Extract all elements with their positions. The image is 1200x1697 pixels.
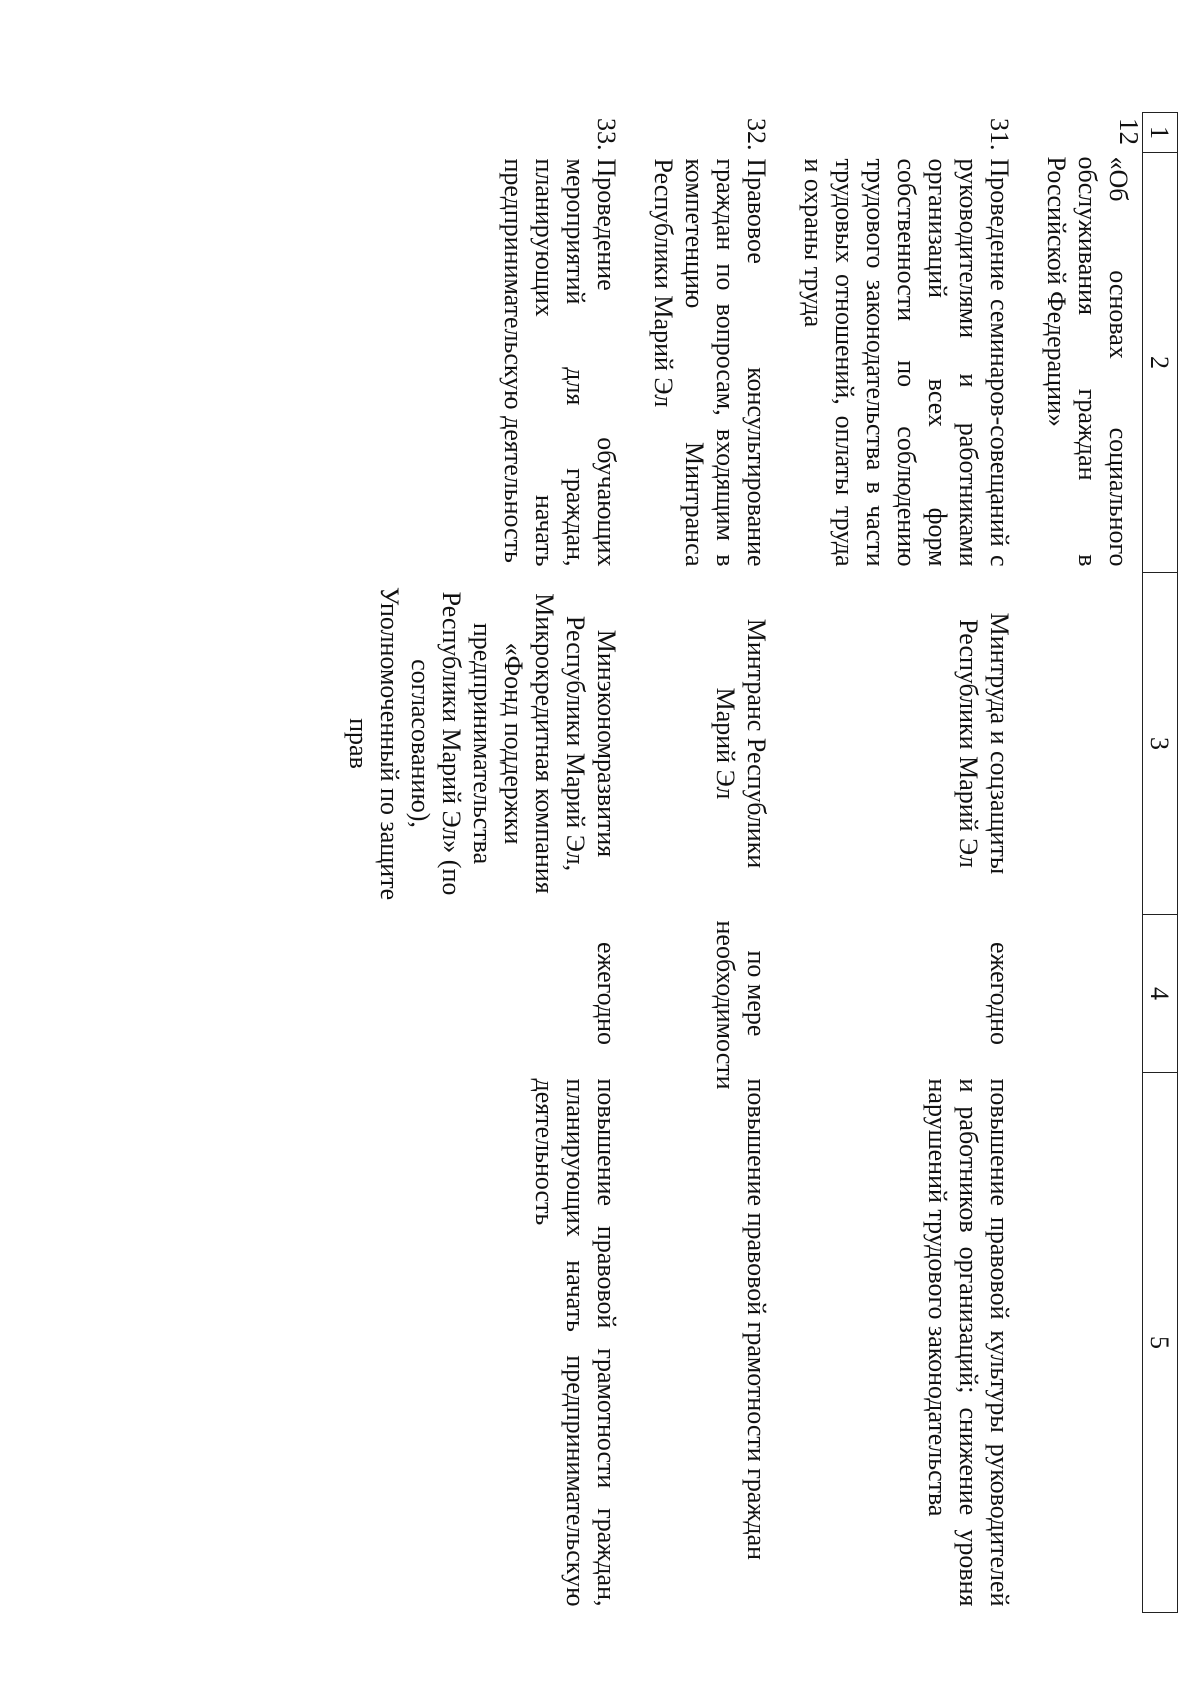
header-cell-2: 2 — [1143, 153, 1178, 573]
table-row — [798, 113, 1041, 1613]
header-cell-3: 3 — [1143, 573, 1178, 915]
rotated-document — [198, 112, 1178, 1612]
page-number: 12 — [1114, 118, 1144, 145]
row-number: 33. — [592, 118, 621, 151]
result-cell: повышение правовой грамотности граждан — [742, 1078, 771, 1561]
term-cell: ежегодно — [592, 941, 621, 1046]
result-cell: повышение правовой культуры руководителей и работников организаций; снижение уровня нарушений трудового законодательства — [923, 1078, 1014, 1607]
result-cell: повышение правовой грамотности граждан, планирующих начать предпринимательскую деятельность — [530, 1078, 621, 1607]
row-number: 31. — [985, 118, 1014, 151]
continuation-row — [1041, 113, 1143, 1613]
term-cell: ежегодно — [985, 941, 1014, 1046]
event-cell: Правовое консультирование граждан по вопросам, входящим в компетенцию Минтранса Республики Марий Эл — [649, 158, 771, 567]
continuation-text: «Об основах социального обслуживания граждан в Российской Федерации» — [1042, 156, 1133, 567]
event-cell: Проведение обучающих мероприятий для граждан, планирующих начать предпринимательскую деятельность — [499, 158, 621, 567]
executor-cell: Минтруда и соцзащиты Республики Марий Эл — [954, 612, 1014, 875]
row-number: 32. — [742, 118, 771, 151]
header-cell-5: 5 — [1143, 1073, 1178, 1613]
executor-cell: Минэкономразвития Республики Марий Эл, Микрокредитная компания «Фонд поддержки предпринимательства Республики Марий Эл» (по согласованию), Уполномоченный по защите прав — [344, 586, 621, 901]
header-cell-1: 1 — [1143, 113, 1178, 153]
plan-table — [343, 112, 1178, 1613]
header-row — [1143, 113, 1178, 1613]
event-cell: Проведение семинаров-совещаний с руководителями и работниками организаций всех форм собственности по соблюдению трудового законодательства в части трудовых отношений, оплаты труда и охраны труда — [799, 158, 1014, 567]
header-cell-4: 4 — [1143, 915, 1178, 1073]
term-cell: по мере необходимости — [711, 920, 771, 1090]
table-row — [343, 113, 648, 1613]
table-row — [648, 113, 798, 1613]
executor-cell: Минтранс Республики Марий Эл — [711, 618, 771, 869]
